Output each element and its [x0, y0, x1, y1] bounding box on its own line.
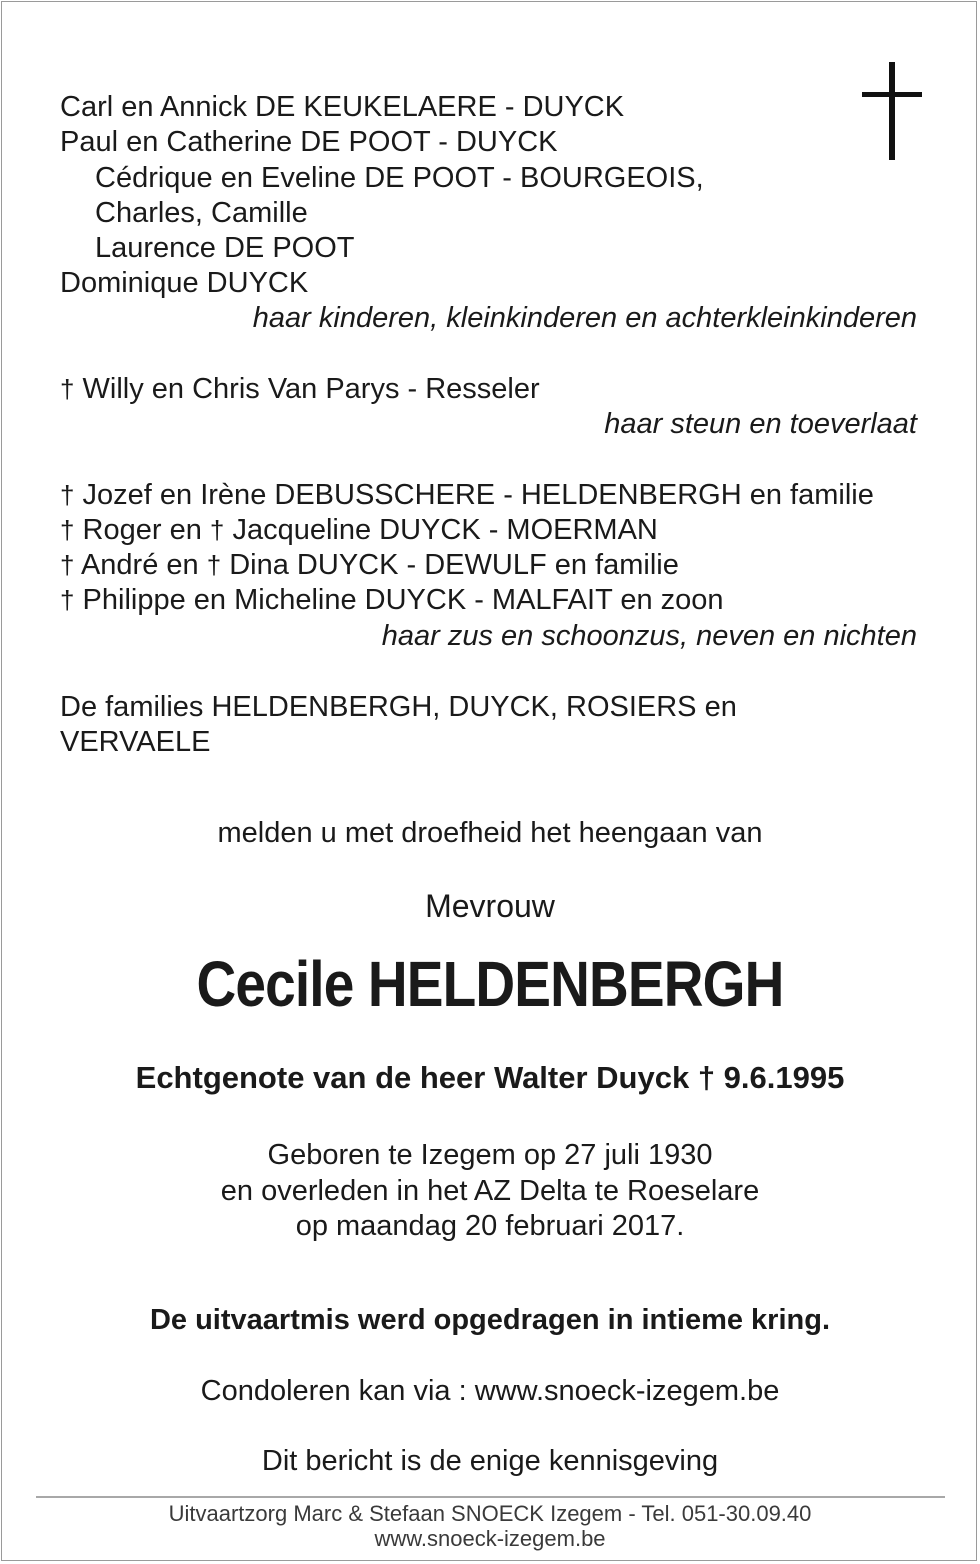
sibling-text: Roger en: [82, 514, 202, 546]
dagger-icon: †: [60, 585, 75, 615]
condolences-line: Condoleren kan via : www.snoeck-izegem.be: [200, 1375, 780, 1407]
support-line: [60, 371, 540, 407]
siblings-caption: haar zus en schoonzus, neven en nichten: [381, 620, 917, 652]
dagger-icon: †: [60, 374, 75, 404]
family-line: Dominique DUYCK: [60, 267, 309, 299]
family-line: Paul en Catherine DE POOT - DUYCK: [60, 126, 558, 158]
dagger-icon: †: [60, 480, 75, 510]
spouse-line: Echtgenote van de heer Walter Duyck † 9.6.1995: [135, 1060, 845, 1095]
sibling-text: Dina DUYCK - DEWULF en familie: [229, 549, 679, 581]
dagger-icon: †: [209, 515, 225, 545]
family-line: Cédrique en Eveline DE POOT - BOURGEOIS,: [95, 162, 704, 194]
family-line: Carl en Annick DE KEUKELAERE - DUYCK: [60, 91, 625, 123]
family-line: Laurence DE POOT: [95, 232, 355, 264]
sibling-line: [60, 512, 658, 548]
ceremony-line: De uitvaartmis werd opgedragen in intieme kring.: [149, 1304, 831, 1336]
notice-line: Dit bericht is de enige kennisgeving: [261, 1445, 719, 1477]
sibling-line: [60, 547, 679, 583]
sibling-text: Philippe en Micheline DUYCK - MALFAIT en zoon: [82, 584, 724, 616]
dagger-icon: †: [206, 550, 222, 580]
announcement: melden u met droefheid het heengaan van: [217, 817, 763, 849]
family-line: Charles, Camille: [95, 197, 308, 229]
families-line: VERVAELE: [60, 726, 211, 758]
death-place-line: en overleden in het AZ Delta te Roeselare: [220, 1175, 760, 1207]
cross-icon: [862, 62, 922, 160]
families-line: De families HELDENBERGH, DUYCK, ROSIERS en: [60, 691, 737, 723]
deceased-name: Cecile HELDENBERGH: [196, 948, 784, 1020]
sibling-line: [60, 477, 874, 513]
honorific: Mevrouw: [425, 888, 555, 924]
footer-company: Uitvaartzorg Marc & Stefaan SNOECK Izegem - Tel. 051-30.09.40: [168, 1501, 812, 1526]
sibling-text: Jacqueline DUYCK - MOERMAN: [232, 514, 658, 546]
birth-line: Geboren te Izegem op 27 juli 1930: [267, 1139, 713, 1171]
support-text: Willy en Chris Van Parys - Resseler: [82, 373, 540, 405]
dagger-icon: †: [60, 515, 75, 545]
dagger-icon: †: [60, 550, 75, 580]
family-caption: haar kinderen, kleinkinderen en achterkleinkinderen: [252, 302, 917, 334]
footer-divider: [36, 1496, 945, 1498]
sibling-text: André en: [80, 549, 199, 581]
support-caption: haar steun en toeverlaat: [604, 408, 917, 440]
sibling-line: [60, 582, 724, 618]
sibling-text: Jozef en Irène DEBUSSCHERE - HELDENBERGH en familie: [82, 479, 874, 511]
death-date-line: op maandag 20 februari 2017.: [295, 1210, 685, 1242]
footer-website[interactable]: www.snoeck-izegem.be: [374, 1526, 606, 1551]
